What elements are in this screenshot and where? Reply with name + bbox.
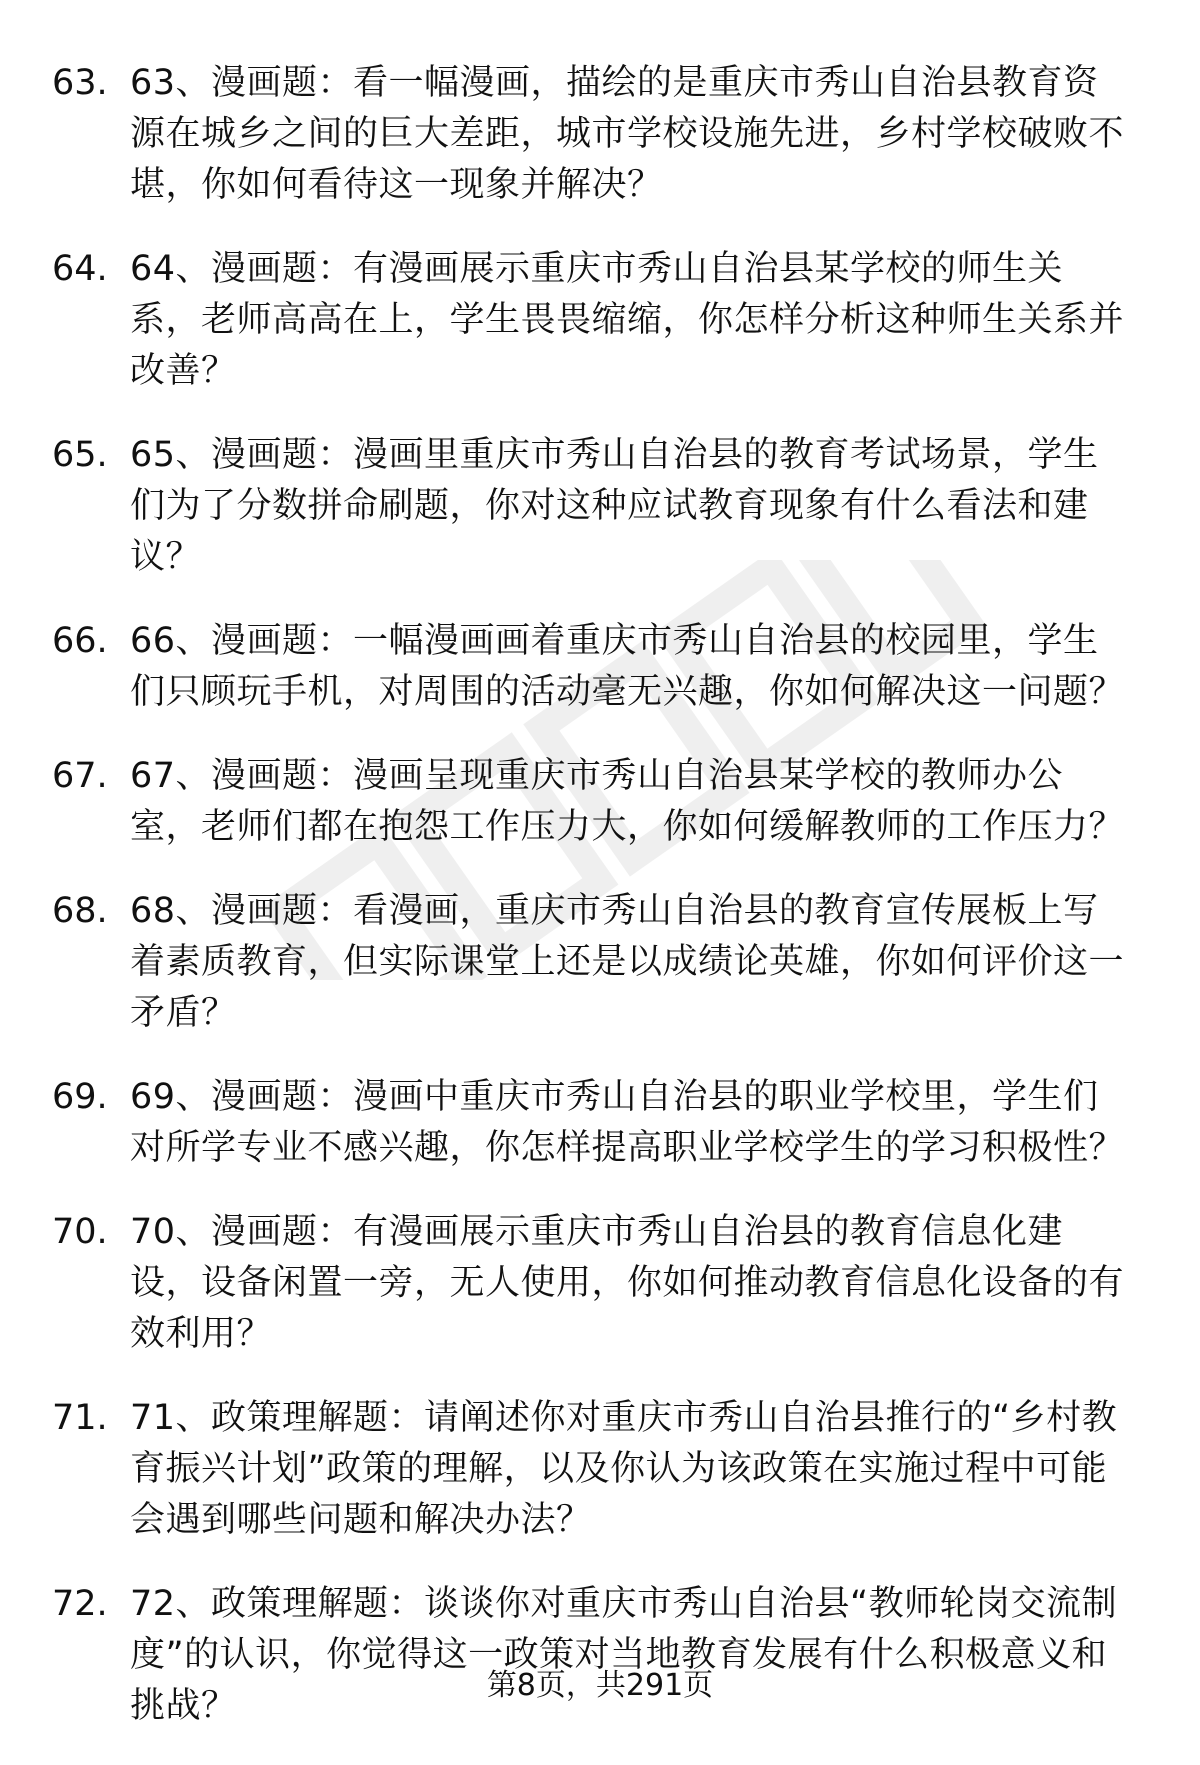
question-number: 71. bbox=[52, 1398, 108, 1438]
question-text: 68、漫画题：看漫画，重庆市秀山自治县的教育宣传展板上写着素质教育，但实际课堂上还是以成绩论英雄，你如何评价这一矛盾？ bbox=[130, 891, 1125, 1033]
question-text: 71、政策理解题：请阐述你对重庆市秀山自治县推行的“乡村教育振兴计划”政策的理解，以及你认为该政策在实施过程中可能会遇到哪些问题和解决办法？ bbox=[130, 1398, 1118, 1540]
question-list bbox=[0, 58, 1200, 1765]
question-number: 72. bbox=[52, 1584, 108, 1624]
question-text: 65、漫画题：漫画里重庆市秀山自治县的教育考试场景，学生们为了分数拼命刷题，你对这种应试教育现象有什么看法和建议？ bbox=[130, 435, 1099, 577]
question-number: 63. bbox=[52, 63, 108, 103]
list-item bbox=[0, 616, 1200, 718]
list-item bbox=[0, 1579, 1200, 1732]
question-number: 65. bbox=[52, 435, 108, 475]
list-item bbox=[0, 430, 1200, 583]
question-number: 68. bbox=[52, 891, 108, 931]
list-item bbox=[0, 1393, 1200, 1546]
list-item bbox=[0, 244, 1200, 397]
question-text: 69、漫画题：漫画中重庆市秀山自治县的职业学校里，学生们对所学专业不感兴趣，你怎样提高职业学校学生的学习积极性？ bbox=[130, 1077, 1125, 1168]
question-text: 72、政策理解题：谈谈你对重庆市秀山自治县“教师轮岗交流制度”的认识，你觉得这一政策对当地教育发展有什么积极意义和挑战？ bbox=[130, 1584, 1118, 1726]
list-item bbox=[0, 58, 1200, 211]
question-number: 70. bbox=[52, 1212, 108, 1252]
question-number: 64. bbox=[52, 249, 108, 289]
question-text: 67、漫画题：漫画呈现重庆市秀山自治县某学校的教师办公室，老师们都在抱怨工作压力大，你如何缓解教师的工作压力？ bbox=[130, 756, 1125, 847]
question-text: 70、漫画题：有漫画展示重庆市秀山自治县的教育信息化建设，设备闲置一旁，无人使用，你如何推动教育信息化设备的有效利用？ bbox=[130, 1212, 1125, 1354]
question-number: 67. bbox=[52, 756, 108, 796]
page-footer: 第8页，共291页 bbox=[486, 1668, 714, 1703]
list-item bbox=[0, 886, 1200, 1039]
list-item bbox=[0, 751, 1200, 853]
question-number: 66. bbox=[52, 621, 108, 661]
question-number: 69. bbox=[52, 1077, 108, 1117]
list-item bbox=[0, 1072, 1200, 1174]
question-text: 63、漫画题：看一幅漫画，描绘的是重庆市秀山自治县教育资源在城乡之间的巨大差距，城市学校设施先进，乡村学校破败不堪，你如何看待这一现象并解决？ bbox=[130, 63, 1125, 205]
list-item bbox=[0, 1207, 1200, 1360]
question-text: 64、漫画题：有漫画展示重庆市秀山自治县某学校的师生关系，老师高高在上，学生畏畏缩缩，你怎样分析这种师生关系并改善？ bbox=[130, 249, 1125, 391]
question-text: 66、漫画题：一幅漫画画着重庆市秀山自治县的校园里，学生们只顾玩手机，对周围的活动毫无兴趣，你如何解决这一问题？ bbox=[130, 621, 1125, 712]
